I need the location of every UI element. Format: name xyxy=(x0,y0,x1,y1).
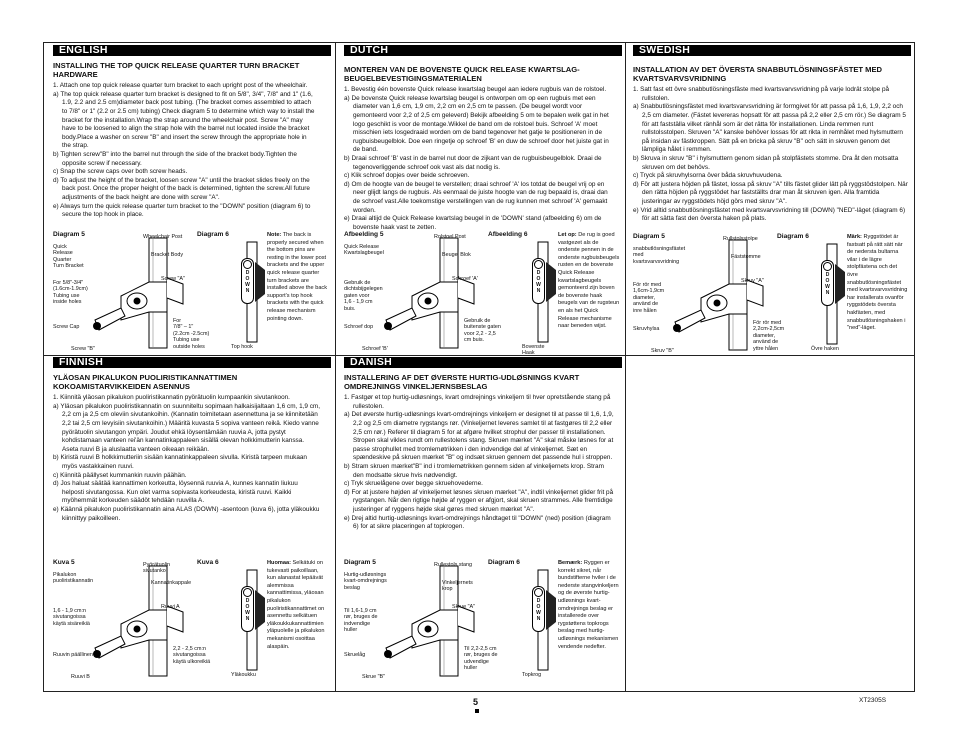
label-screw-a: Screw "A" xyxy=(161,276,185,282)
label-screw-cap: Skruvhylsa xyxy=(633,326,660,332)
label-inside-holes: Til 1,6-1,9 cm rør, bruges de indvendige huller xyxy=(344,608,378,634)
label-screw-a: Skruv "A" xyxy=(741,278,764,284)
note-label: Märk: xyxy=(847,234,862,240)
section-header-swedish: SWEDISH xyxy=(633,45,911,56)
label-screw-b: Ruuvi B xyxy=(71,674,90,680)
label-inside-holes: For 5/8"-3/4" (1.6cm-1.9cm) Tubing use inside holes xyxy=(53,280,88,306)
label-screw-cap: Ruuvin päällinen xyxy=(53,652,93,658)
finnish-note xyxy=(267,560,329,651)
label-bracket-body: Beugel Blok xyxy=(442,252,471,258)
diagram6-title: Diagram 6 xyxy=(777,233,809,240)
danish-step: e) Drej altid hurtig-udløsnings kvart-omdrejnings håndtaget til "DOWN" (ned) position (diagram 6) for at sikre placeringen af topkrogen. xyxy=(344,514,611,531)
dutch-step: c) Klik schroef dopjes over beide schroeven. xyxy=(344,172,470,180)
english-step: b) Tighten screw"B" into the barrel nut through the side of the bracket body.Tighten the opposite screw if necessary. xyxy=(53,150,297,167)
english-step: c) Snap the screw caps over both screw heads. xyxy=(53,168,188,176)
diagram5-title: Diagram 5 xyxy=(344,559,376,566)
label-top-hook: Yläkoukku xyxy=(231,672,256,678)
note-text: Selkätuki on tukevasti paikoillaan, kun alanastat lepäävät alemmissa kannattimissa, yläosan pikalukon puoliristikannattimet on asennettu selkätuen yläkoukkukannattimien yläpuolelle ja pikalukon mekanismi osoittaa alaspäin. xyxy=(267,560,325,650)
danish-title: INSTALLERING AF DET ØVERSTE HURTIG-UDLØSNINGS KVART OMDREJNINGS VINKELJERNSBESLAG xyxy=(344,373,580,391)
dutch-step: 1. Bevestig één bovenste Quick release kwartslag beugel aan iedere rugbuis van de rolstoel. xyxy=(344,86,607,94)
label-quick-release: Quick Release Quarter Turn Bracket xyxy=(53,244,84,270)
danish-diagrams xyxy=(344,559,619,682)
danish-step: 1. Fastgør et top hurtig-udløsnings, kvart omdrejnings vinkeljern til hver opretstående stang på rullestolen. xyxy=(344,394,611,410)
danish-instructions xyxy=(344,374,616,532)
diagram5-title: Afbeelding 5 xyxy=(344,231,384,238)
english-diagrams xyxy=(53,231,328,354)
label-top-hook: Topkrog xyxy=(522,672,542,678)
finnish-step: a) Yläosan pikalukon puoliristikannatin on suunniteltu sopimaan halkaisijaltaan 1,6 cm, 1,9 cm, 2,2 cm ja 2,5 cm oleviin sivutankoihin. (Kannatin toimitetaan asennettuna ja se kiinnitetään 2,2 tai 2,5 cm levyisiin sivutankoihin.) Määritä kuvasta 5 sopiva vanteen reikä. Kiedo vanne pyörätuolin sivutangon ympäri. Joudut ehkä löysentämään ruuvia A, jotta pystyt kohdistamaan vanteen rei'än kannatinkappaleen sisällä olevan holkkimutterin kanssa. Aseta ruuvi B ja aluslaatta vanteen oikeaan reikään. xyxy=(53,402,321,453)
danish-step: d) For at justere højden af vinkeljernet løsnes skruen mærket "A", indtil vinkeljernet glider frit på rygstangen. Når den rigtige højde af ryggen er afgjort, skal skruen strammes. Alle fremtidige justeringer af ryggens højde skal gøres med skruen mærket "A". xyxy=(344,488,614,513)
finnish-step: d) Jos haluat säätää kannattimen korkeutta, löysennä ruuvia A, kunnes kannatin liukuu helposti sivutangossa. Kun olet varma sopivasta korkeudesta, kiristä ruuvi. Kaikki myöhemmät korkeuden säädöt tehdään ruuvilla A. xyxy=(53,480,298,505)
dutch-step: a) De bovenste Quick release kwartslag beugel is ontworpen om op een rugbuis met een diameter van 1,6 cm, 1,9 cm, 2,2 cm en 2,5 cm te passen. (De beugel wordt voor gemonteerd voor 2,2 of 2,5 cm geleverd) Bekijk afbeelding 5 om te bepalen welk gat in het logo geschikt is voor de montage.Wikkel de band om de rolstoel buis. Schroef 'A' moet misschien iets losgedraaid worden om de band tegenover het gatje te positioneren in de rugbuisbeugelblok. Doe een ringetje op schroef 'B' en duw de schroef door het juiste gat in de band. xyxy=(344,94,609,154)
label-outside-holes: 2,2 - 2,5 cm:n sivutangoissa käytä ulkoreikiä xyxy=(173,646,211,665)
swedish-instructions xyxy=(633,66,909,224)
diagram6-title: Diagram 6 xyxy=(197,231,229,238)
swedish-diagrams xyxy=(633,233,908,356)
label-top-hook: Bovenste Haak xyxy=(522,344,545,357)
label-screw-b: Skruv "B" xyxy=(651,348,674,354)
label-screw-cap: Skruelåg xyxy=(344,652,366,658)
label-quick-release: Quick Release Kwartslagbeugel xyxy=(344,244,384,257)
document-code: XT2305S xyxy=(859,697,887,704)
down-label: D O W N xyxy=(532,586,545,632)
finnish-diagrams xyxy=(53,560,325,682)
label-inside-holes: För rör med 1,6cm-1,9cm diameter, använd de inre hålen xyxy=(633,282,665,314)
english-note xyxy=(267,232,329,323)
note-text: Ryggstödet är fastsatt på rätt sätt när de nedersta bultarna vilar i de lägre stolpfästena och det övre snabbutlösningsfästet med kvartsvarvsvridning har installerats ovanför ryggstödets översta hakfästen, med snabbutlösningshaken i "ned"-läget. xyxy=(847,234,908,332)
down-handle-icon xyxy=(532,242,550,342)
label-screw-a: Skrue "A" xyxy=(452,604,476,610)
swedish-note xyxy=(847,234,909,333)
label-bracket-body: Kannatinkappale xyxy=(151,580,192,586)
label-screw-a: Ruuvi A xyxy=(161,604,180,610)
down-handle-icon xyxy=(821,244,839,344)
label-bracket-body: Bracket Body xyxy=(151,252,184,258)
danish-step: c) Tryk skruelågene over begge skruehovederne. xyxy=(344,480,483,488)
note-text: De rug is goed vastgezet als de onderste pennen in de onderste rugbuisbeugels rusten en de bovenste Quick Release kwartslagbeugels gemonteerd zijn boven de bovenste haak beugels van de rugsteun en als het Quick Release mechanisme naar beneden wijst. xyxy=(558,232,620,330)
label-screw-b: Schroef 'B' xyxy=(362,346,388,352)
label-outside-holes: For 7/8" – 1" (2.2cm -2.5cm) Tubing use outside holes xyxy=(173,318,210,350)
label-screw-b: Screw "B" xyxy=(71,346,95,352)
english-title: INSTALLING THE TOP QUICK RELEASE QUARTER TURN BRACKET HARDWARE xyxy=(53,61,300,79)
english-step: 1. Attach one top quick release quarter turn bracket to each upright post of the wheelchair. xyxy=(53,82,308,90)
label-wheelchair-post: Wheelchair Post xyxy=(143,234,183,240)
swedish-step: b) Skruva in skruv "B" i hylsmuttern genom sidan på stolpfästets stomme. Dra åt den motsatta skruven om det behövs. xyxy=(633,154,899,171)
label-inside-holes: Gebruik de dichtsbijgelegen gaten voor 1,6 - 1,9 cm buis. xyxy=(344,280,383,312)
label-quick-release: Pikalukon puoliristikannatin xyxy=(53,572,94,585)
finnish-title: YLÄOSAN PIKALUKON PUOLIRISTIKANNATTIMEN KOKOAMISTARVIKKEIDEN ASENNUS xyxy=(53,373,238,391)
note-label: Bemærk: xyxy=(558,560,583,566)
note-label: Huomaa: xyxy=(267,560,291,566)
down-label: D O W N xyxy=(532,258,545,304)
diagram5-title: Diagram 5 xyxy=(53,231,85,238)
column-divider xyxy=(335,43,336,691)
note-text: Ryggen er korrekt sikret, når bundstifterne hviler i de nederste stangvinkeljern og de øverste hurtig-udløsnings kvart-omdrejnings beslag er installerede over rygstøttens topkrogs beslag med hurtig-udløsnings mekanismen vendende nedefter. xyxy=(558,560,619,650)
label-top-hook: Top hook xyxy=(231,344,253,350)
swedish-title: INSTALLATION AV DET ÖVERSTA SNABBUTLÖSNINGSFÄSTET MED KVARTSVARVSVRIDNING xyxy=(633,65,883,83)
label-bracket-body: Vinkeljernets krop xyxy=(442,580,473,593)
note-text: The back is properly secured when the bottom pins are resting in the lower post brackets and the upper quick release quarter turn brackets are installed above the back support's top hook brackets with the quick release mechanism pointing down. xyxy=(267,232,328,322)
label-top-hook: Övre haken xyxy=(811,346,839,352)
dutch-diagrams xyxy=(344,231,620,357)
section-header-dutch: DUTCH xyxy=(344,45,622,56)
finnish-step: b) Kiristä ruuvi B holkkimutteriin sisään kannatinkappaleen sivulla. Kiristä tarpeen mukaan myös vastakkainen ruuvi. xyxy=(53,454,307,470)
label-outside-holes: Til 2,2-2,5 cm rør, bruges de udvendige huller xyxy=(464,646,498,672)
swedish-step: a) Snabbutlösningsfästet med kvartsvarvsvridning är formgivet för att passa på 1,6, 1,9, 2,2 och 2,5 cm diameter. (Fästet levereras hopsatt för att passa på 2,2 eller 2,5 cm rör.) Se diagram 5 för att fastställa vilket ränhål som är det rätta för installationen. Linda remmen runt rullstolsstolpen. Skruven "A" kanske behöver lossas för att rikta in remhålet med hylsmuttern på insidan av fästkroppen. Sätt på en bricka på skruv "B" och sätt in skruven genom det lämpliga hålet i remmen. xyxy=(633,103,906,154)
section-header-english: ENGLISH xyxy=(53,45,331,56)
note-label: Note: xyxy=(267,232,282,238)
english-step: d) To adjust the height of the bracket, loosen screw "A" until the bracket slides freely on the back post. Once the proper height of the back is determined, tighten the screw.All future adjustments of the back height are done with screw "A". xyxy=(53,176,310,201)
section-header-danish: DANISH xyxy=(344,357,622,368)
diagram5-title: Diagram 5 xyxy=(633,233,665,240)
down-label: D O W N xyxy=(241,586,254,632)
danish-step: b) Stram skruen mærket"B" ind i tromlemøtrikken gennem siden af vinkeljernets krop. Stram den modsatte skrue hvis nødvendigt. xyxy=(344,462,604,479)
finnish-instructions xyxy=(53,374,321,523)
dutch-step: e) Draai altijd de Quick Release kwartslag beugel in de 'DOWN' stand (afbeelding 6) om de bovenste haak vast te zetten. xyxy=(344,215,602,231)
swedish-step: e) Vrid alltid snabbutlösningsfästet med kvartsvarvsvridning till (DOWN) "NED"-läget (diagram 6) för att sätta fast den översta haken på plats. xyxy=(633,206,906,223)
dutch-step: b) Draai schroef 'B' vast in de barrel nut door de zijkant van de rugbuisbeugelblok. Draai de tegenoverliggende schroef ook vast als dat nodig is. xyxy=(344,154,602,171)
finnish-step: e) Käännä pikalukon puoliristikannatin aina ALAS (DOWN) -asentoon (kuva 6), jotta yläkoukku kiinnittyy paikoilleen. xyxy=(53,505,320,522)
label-screw-b: Skrue "B" xyxy=(362,674,386,680)
label-wheelchair-post: Rolstoel Post xyxy=(434,234,466,240)
diagram5-title: Kuva 5 xyxy=(53,559,75,566)
dutch-note xyxy=(558,232,620,331)
danish-note xyxy=(558,560,620,651)
diagram6-title: Kuva 6 xyxy=(197,559,219,566)
label-outside-holes: Gebruik de buitenste gaten voor 2,2 - 2,5 cm buis. xyxy=(464,318,501,344)
swedish-step: c) Tryck på skruvhylsorna över båda skruvhuvudena. xyxy=(633,172,783,180)
down-label: D O W N xyxy=(821,260,834,306)
label-screw-cap: Schroef dop xyxy=(344,324,374,330)
down-label: D O W N xyxy=(241,258,254,304)
label-bracket-body: Fäststomme xyxy=(731,254,761,260)
english-step: a) The top quick release quarter turn bracket is designed to fit on 5/8", 3/4", 7/8" and 1" (1.6, 1.9, 2.2 and 2.5 cm)diameter back post tubing. (The bracket comes assembled to attach to 7/8" or 1" (2.2 or 2.5 cm) tubing) Check diagram 5 to determine which way to install the bracket for the installation.Wrap the strap around the wheelchair post. Screw "A" may have to be loosened to align the strap hole with the barrel nut located inside the bracket body.Place a washer on screw "B" and insert the screw through the appropriate hole in the strap. xyxy=(53,90,315,150)
section-header-finnish: FINNISH xyxy=(53,357,331,368)
note-label: Let op: xyxy=(558,232,577,238)
column-divider xyxy=(625,43,626,691)
label-screw-a: Schroef 'A' xyxy=(452,276,478,282)
down-handle-icon xyxy=(241,570,259,670)
down-handle-icon xyxy=(241,242,259,342)
label-wheelchair-post: Rullstolsstolpe xyxy=(723,236,758,242)
page-marker xyxy=(475,709,479,713)
page-number: 5 xyxy=(473,697,479,707)
finnish-step: c) Kiinnitä päällyset kummankin ruuvin päähän. xyxy=(53,471,187,479)
dutch-instructions xyxy=(344,66,614,232)
danish-step: a) Det øverste hurtig-udløsnings kvart-omdrejnings vinkeljern er designet til at passe til 1,6, 1,9, 2,2 og 2,5 cm diametre rygstangs rør. (Vinkeljernet leveres samlet til at fastgøres til 2,2 eller 2,5 cm rør.) Referer til diagram 5 for at afgøre hvilket strophul der passer til installationen. Stropen skal vikles rundt om rullestolens stang. Skruen mærket "A" skal måske løsnes for at passe strophullet med tromlemøtrikken i den indvendige del af vinkeljernet. Sæt en spændeskive på skruen mærket "B" og indsæt skruen gennem det passende hul i stroppen. xyxy=(344,411,614,462)
english-step: e) Always turn the quick release quarter turn bracket to the "DOWN" position (diagram 6) to secure the top hook in place. xyxy=(53,202,311,219)
down-handle-icon xyxy=(532,570,550,670)
label-wheelchair-post: Pyörätuolin sivutanko xyxy=(143,562,170,575)
label-outside-holes: För rör med 2,2cm-2,5cm diameter, använd de yttre hålen xyxy=(753,320,785,352)
label-screw-cap: Screw Cap xyxy=(53,324,80,330)
dutch-step: d) Om de hoogte van de beugel te verstellen; draai schroef 'A' los totdat de beugel vrij op en neer glijdt langs de rugbuis. Als eenmaal de juiste hoogte van de rug bepaald is, draai dan de schroef vast.Alle toekomstige verstellingen van de rug kunnen met schroef 'A' gemaakt worden. xyxy=(344,180,608,214)
label-quick-release: Hurtig-udløsnings kvart-omdrejnings beslag xyxy=(344,572,387,591)
finnish-step: 1. Kiinnitä yläosan pikalukon puoliristikannatin pyörätuolin kumpaankin sivutankoon. xyxy=(53,394,290,402)
diagram6-title: Diagram 6 xyxy=(488,559,520,566)
english-instructions xyxy=(53,62,315,220)
label-inside-holes: 1,6 - 1,9 cm:n sivutangoissa käytä sisäreikiä xyxy=(53,608,90,627)
label-quick-release: snabbutlösningsfästet med kvartsvarvsvridning xyxy=(633,246,686,265)
swedish-step: 1. Satt fast ett övre snabbutlösningsfäste med kvartsvarvsvridning på varje lodrät stolpe på rullstolen. xyxy=(633,86,890,102)
diagram6-title: Afbeelding 6 xyxy=(488,231,528,238)
swedish-step: d) För att justera höjden på fästet, lossa på skruv "A" tills fästet glider lätt på ryggstödstolpen. När den rätta höjden på ryggstödet har fastställts drar man åt skruven igen. Alla framtida justeringar av ryggstödets höjd görs med skruv "A". xyxy=(633,180,908,205)
label-wheelchair-post: Rullestols stang xyxy=(434,562,473,568)
dutch-title: MONTEREN VAN DE BOVENSTE QUICK RELEASE KWARTSLAG-BEUGELBEVESTIGINGSMATERIALEN xyxy=(344,65,580,83)
